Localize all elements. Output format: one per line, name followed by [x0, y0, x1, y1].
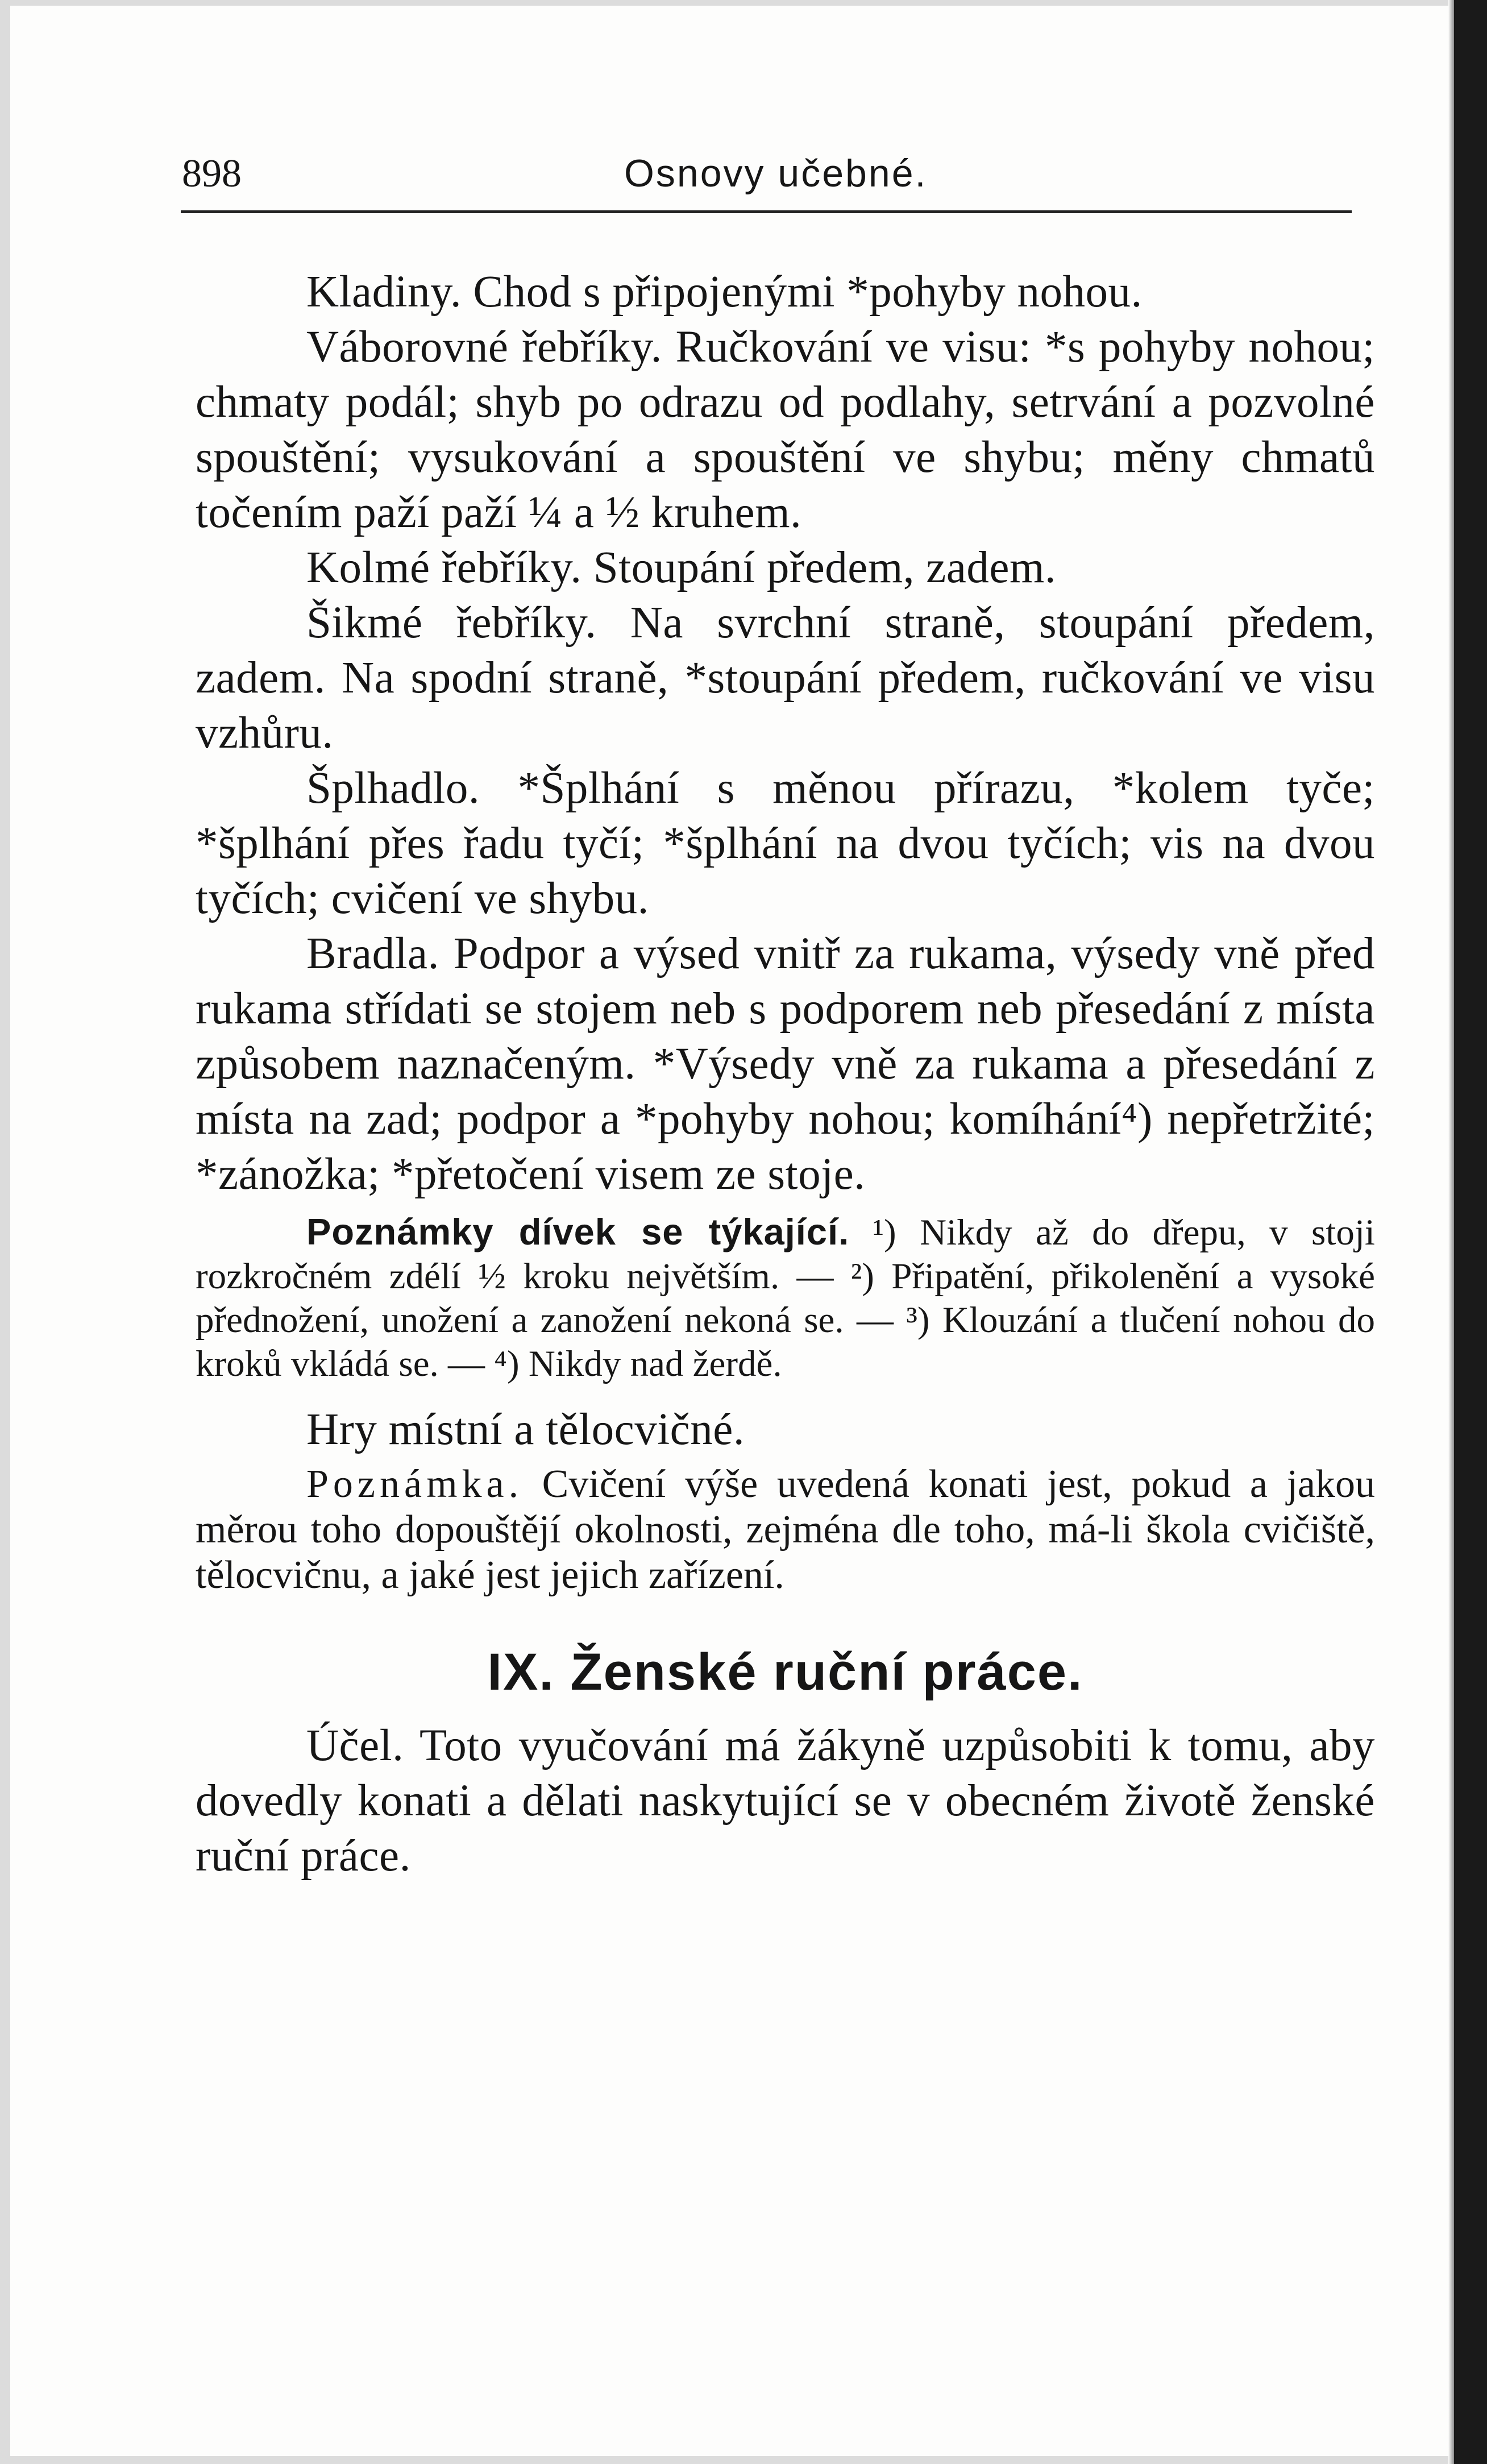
remark-lead: Poznámka. [306, 1462, 524, 1506]
header-rule [181, 210, 1352, 213]
footnotes-text: ¹) Nikdy až do dřepu, v stoji rozkročném zdélí ½ kroku největším. — ²) Připatění, přikolenění a vysoké přednožení, unožení a zanožení nekoná se. — ³) Klouzání a tlučení nohou do kroků vkládá se. — ⁴) Nikdy nad žerdě. [196, 1212, 1375, 1384]
footnotes-girls [196, 1210, 1375, 1386]
paragraph-bradla: Bradla. Podpor a výsed vnitř za rukama, výsedy vně před rukama střídati se stojem neb s podporem neb přesedání z místa způsobem naznačeným. *Výsedy vně za rukama a přesedání z místa na zad; podpor a *pohyby nohou; komíhání⁴) nepřetržité; *zánožka; *přetočení visem ze stoje. [196, 929, 1375, 1199]
remark [196, 1462, 1375, 1598]
remark-text: Cvičení výše uvedená konati jest, pokud a jakou měrou toho dopouštějí okolnosti, zejména dle toho, má-li škola cvičiště, tělocvičnu, a jaké jest jejich zařízení. [196, 1462, 1375, 1597]
paragraph-vaborovne-rebriky: Váborovné řebříky. Ručkování ve visu: *s pohyby nohou; chmaty podál; shyb po odrazu od podlahy, setrvání a pozvolné spouštění; vysukování a spouštění ve shybu; měny chmatů točením paží paží ¼ a ½ kruhem. [196, 322, 1375, 537]
page-number: 898 [182, 152, 242, 196]
paragraph-kolme-rebriky: Kolmé řebříky. Stoupání předem, zadem. [306, 543, 1057, 592]
paragraph-sikme-rebriky: Šikmé řebříky. Na svrchní straně, stoupání předem, zadem. Na spodní straně, *stoupání předem, ručkování ve visu vzhůru. [196, 598, 1375, 758]
page-body [196, 264, 1375, 1884]
book-page [10, 6, 1454, 2456]
book-spine [1454, 0, 1487, 2464]
page-edge-shadow [1448, 0, 1454, 2464]
section-paragraph: Účel. Toto vyučování má žákyně uzpůsobiti k tomu, aby dovedly konati a dělati naskytující se v obecném životě ženské ruční práce. [196, 1721, 1375, 1881]
paragraph-splhadlo: Šplhadlo. *Šplhání s měnou přírazu, *kolem tyče; *šplhání přes řadu tyčí; *šplhání na dvou tyčích; vis na dvou tyčích; cvičení ve shybu. [196, 764, 1375, 923]
paragraph-kladiny: Kladiny. Chod s připojenými *pohyby nohou. [306, 267, 1143, 317]
running-title: Osnovy učebné. [624, 152, 928, 195]
section-heading: IX. Ženské ruční práce. [487, 1643, 1083, 1701]
subheading-games: Hry místní a tělocvičné. [306, 1405, 745, 1454]
footnotes-lead: Poznámky dívek se týkající. [306, 1211, 850, 1252]
page-header [10, 142, 1454, 205]
